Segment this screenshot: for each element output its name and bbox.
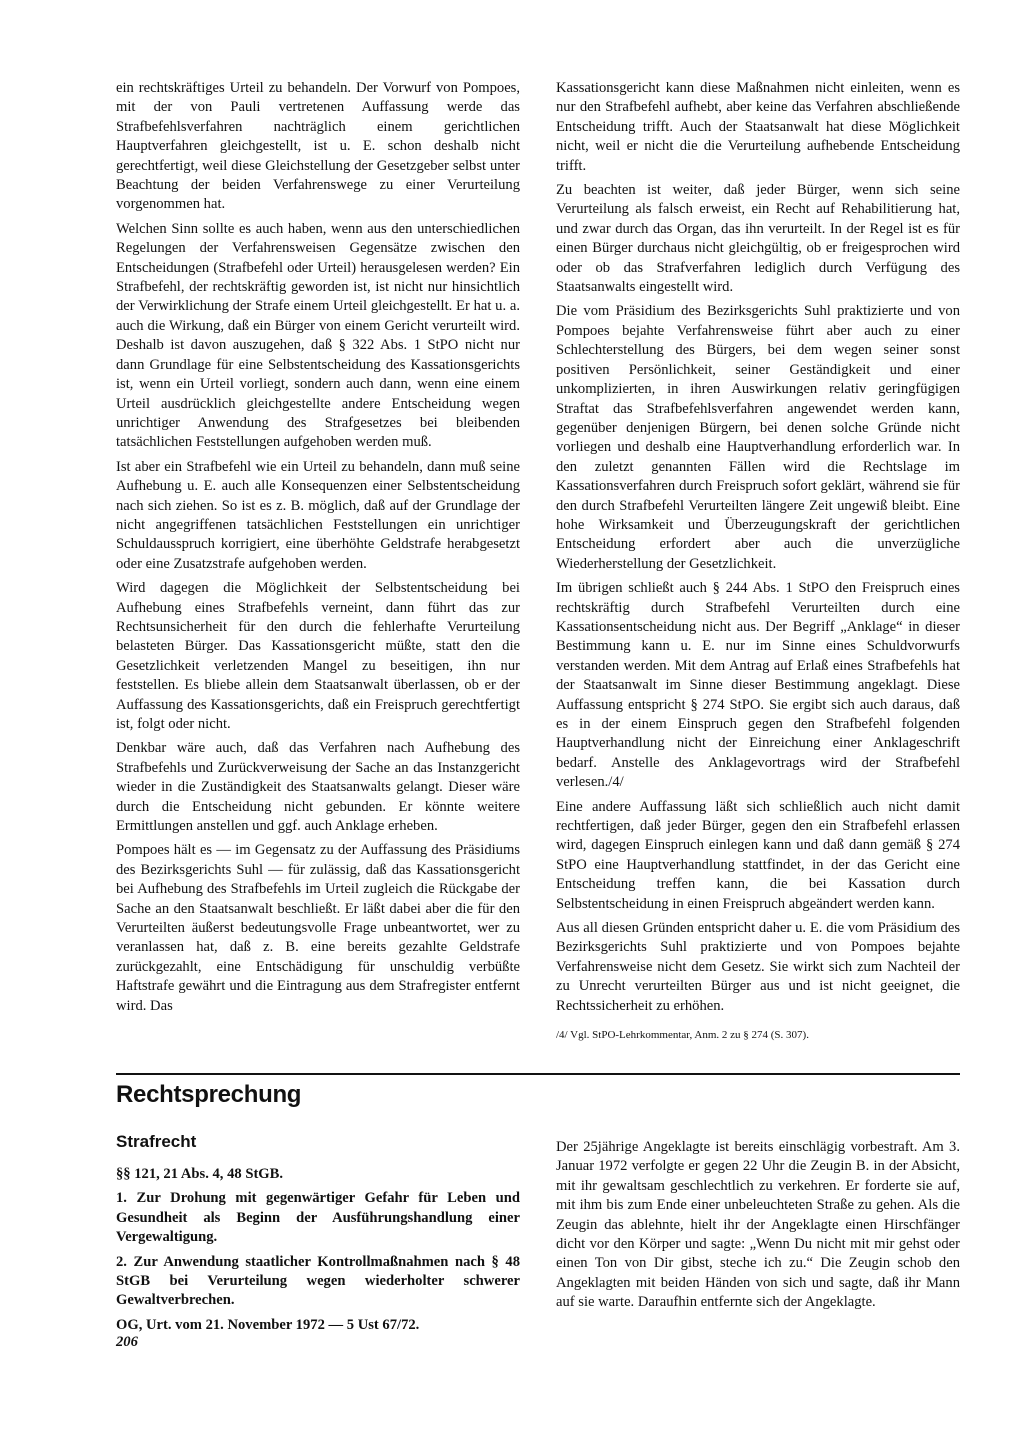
headnote-point-2: 2. Zur Anwendung staatlicher Kontrollmaßnahmen nach § 48 StGB bei Verurteilung wegen wiederholter schwerer Gewaltverbrechen. [116, 1253, 520, 1309]
paragraph: Aus all diesen Gründen entspricht daher u. E. die vom Präsidium des Bezirksgerichts Suhl praktizierte und von Pompoes bejahte Verfahrensweise nicht dem Gesetz. Sie wirkt sich zum Nachteil der zu Unrecht verurteilten Bürger aus und ist nicht geeignet, die Rechtssicherheit zu erhöhen. [556, 920, 960, 1014]
paragraph: Kassationsgericht kann diese Maßnahmen nicht einleiten, wenn es nur den Strafbefehl aufhebt, aber keine das Verfahren abschließende Entscheidung trifft. Auch der Staatsanwalt hat diese Möglichkeit nicht, weil er nicht die die Verurteilung aufhebende Entscheidung trifft. [556, 80, 960, 174]
subsection-heading: Strafrecht [116, 1132, 197, 1151]
paragraph: Der 25jährige Angeklagte ist bereits einschlägig vorbestraft. Am 3. Januar 1972 verfolgte er gegen 22 Uhr die Zeugin B. in der Absicht, mit ihr gewaltsam geschlechtlich zu verkehren. Er forderte sie auf, mit ihm bis zum Ende einer unbeleuchteten Straße zu gehen. Als die Zeugin das ablehnte, hielt ihr der Angeklagte einen Hirschfänger dicht vor den Körper und sagte: „Wenn Du nicht mit mir gehst oder einen Ton von Dir gibst, steche ich zu.“ Die Zeugin schob den Angeklagten mit beiden Händen von sich und sagte, daß ihr Mann auf sie warte. Daraufhin entfernte sich der Angeklagte. [556, 1139, 960, 1311]
paragraph: Im übrigen schließt auch § 244 Abs. 1 StPO den Freispruch eines rechtskräftig durch Strafbefehl Verurteilten durch eine Kassationsentscheidung nicht aus. Der Begriff „Anklage“ in dieser Bestimmung kann u. E. nur im Sinne eines Schuldvorwurfs verstanden werden. Mit dem Antrag auf Erlaß eines Strafbefehls hat der Staatsanwalt im Sinne dieser Bestimmung angeklagt. Diese Auffassung entspricht § 274 StPO. Sie ergibt sich auch daraus, daß es in der einem Einspruch gegen den Strafbefehl folgenden Hauptverhandlung nicht der Einreichung einer Anklageschrift bedarf. Anstelle des Anklagevortrags wird der Strafbefehl verlesen./4/ [556, 580, 960, 791]
paragraph: Welchen Sinn sollte es auch haben, wenn aus den unterschiedlichen Regelungen der Verfahrensweisen Gegensätze zwischen den Entscheidungen (Strafbefehl oder Urteil) herausgelesen werden? Ein Strafbefehl, der rechtskräftig geworden ist, ist nicht nur hinsichtlich der Verwirklichung der Strafe einem Urteil gleichgestellt. Er hat u. a. auch die Wirkung, daß ein Bürger von einem Gericht verurteilt wird. Deshalb ist davon auszugehen, daß § 322 Abs. 1 StPO nicht nur dann Grundlage für eine Selbstentscheidung des Kassationsgerichts ist, wenn ein Urteil vorliegt, sondern auch dann, wenn eine einem Urteil ausdrücklich gleichgestellte andere Entscheidung wegen unrichtiger Anwendung des Strafgesetzes bei bleibenden tatsächlichen Feststellungen aufgehoben werden muß. [116, 220, 520, 451]
paragraph: Pompoes hält es — im Gegensatz zu der Auffassung des Präsidiums des Bezirksgerichts Suhl — für zulässig, daß das Kassationsgericht bei Aufhebung des Strafbefehls im Urteil zugleich die Rückgabe der Sache an den Staatsanwalt beschließt. Er läßt dabei aber die für den Verurteilten äußerst bedeutungsvolle Frage unbeantwortet, wer zu veranlassen hat, daß z. B. eine bereits gezahlte Geldstrafe zurückgezahlt, eine Entschädigung für unschuldig verbüßte Haftstrafe gewährt und die Eintragung aus dem Strafregister entfernt wird. Das [116, 842, 520, 1014]
page-number: 206 [116, 1334, 138, 1350]
paragraph: Die vom Präsidium des Bezirksgerichts Suhl praktizierte und von Pompoes bejahte Verfahrensweise führt aber auch zu einer Schlechterstellung des Bürgers, bei dem wegen seiner sonst positiven Persönlichkeit, seiner Geständigkeit und einer unkomplizierten, in ihren Auswirkungen relativ geringfügigen Straftat das Strafbefehlsverfahren angewendet werden kann, gegenüber denjenigen Bürgern, bei denen solche Gründe nicht vorliegen und deshalb eine Hauptverhandlung erforderlich war. In den zuletzt genannten Fällen wird die Rechtslage im Kassationsverfahren durch Freispruch sofort geklärt, während sie für den durch Strafbefehl Verurteilten längere Zeit ungewiß bleibt. Eine hohe Wirksamkeit und Überzeugungskraft der gerichtlichen Entscheidung erfordert aber auch die unverzügliche Wiederherstellung der Gesetzlichkeit. [556, 303, 960, 572]
paragraph: ein rechtskräftiges Urteil zu behandeln. Der Vorwurf von Pompoes, mit der von Pauli vertretenen Auffassung werde das Strafbefehlsverfahren nachträglich einem gerichtlichen Hauptverfahren gleichgestellt, ist u. E. schon deshalb nicht gerechtfertigt, weil diese Gleichstellung der Gesetzgeber selbst unter Beachtung der beiden Verfahrenswege zu einer Verurteilung vorgenommen hat. [116, 80, 520, 213]
section-heading: Rechtsprechung [116, 1081, 302, 1108]
paragraph: Eine andere Auffassung läßt sich schließlich auch nicht damit rechtfertigen, daß jeder Bürger, gegen den ein Strafbefehl erlassen wird, dagegen Einspruch einlegen kann und daß dann gemäß § 274 StPO eine Hauptverhandlung stattfindet, in der das Gericht eine Entscheidung treffen kann, die bei Kassation durch Selbstentscheidung in einen Freispruch abgeändert werden kann. [556, 798, 960, 912]
bottom-right-column [556, 1138, 960, 1318]
top-left-column [116, 79, 520, 1021]
top-right-column [556, 79, 960, 1048]
footnote: /4/ Vgl. StPO-Lehrkommentar, Anm. 2 zu § 274 (S. 307). [556, 1029, 809, 1042]
paragraph: Ist aber ein Strafbefehl wie ein Urteil zu behandeln, dann muß seine Aufhebung u. E. auch alle Konsequenzen einer Selbstentscheidung nach sich ziehen. So ist es z. B. möglich, daß auf der Grundlage der nicht angegriffenen tatsächlichen Feststellungen ein unrichtiger Schuldausspruch korrigiert, eine überhöhte Geldstrafe herabgesetzt oder eine Zusatzstrafe aufgehoben werden. [116, 458, 520, 572]
statute-reference: §§ 121, 21 Abs. 4, 48 StGB. [116, 1166, 284, 1182]
section-divider [116, 1073, 960, 1075]
paragraph: Wird dagegen die Möglichkeit der Selbstentscheidung bei Aufhebung eines Strafbefehls verneint, dann führt das zur Rechtsunsicherheit für den durch die fehlerhafte Verurteilung belasteten Bürger. Das Kassationsgericht müßte, statt den die Gesetzlichkeit verletzenden Mangel zu beseitigen, ihn nur feststellen. Es bliebe allein dem Staatsanwalt überlassen, ob er der Auffassung des Kassationsgerichts, daß ein Freispruch gerechtfertigt ist, folgt oder nicht. [116, 580, 520, 732]
paragraph: Denkbar wäre auch, daß das Verfahren nach Aufhebung des Strafbefehls und Zurückverweisung der Sache an das Instanzgericht wieder in die Zuständigkeit des Staatsanwalts gelangt. Dieser wäre durch die Entscheidung nicht gebunden. Er könnte weitere Ermittlungen anstellen und ggf. auch Anklage erheben. [116, 740, 520, 835]
paragraph: Zu beachten ist weiter, daß jeder Bürger, wenn sich seine Verurteilung als falsch erweist, ein Recht auf Rehabilitierung hat, und zwar durch das Organ, das ihn verurteilt. In der Regel ist es für einen Bürger durchaus nicht gleichgültig, ob er freigesprochen wird oder ob das Strafverfahren lediglich durch Verfügung des Staatsanwalts eingestellt wird. [556, 182, 960, 296]
court-citation: OG, Urt. vom 21. November 1972 — 5 Ust 67/72. [116, 1316, 420, 1333]
headnote-point-1: 1. Zur Drohung mit gegenwärtiger Gefahr für Leben und Gesundheit als Beginn der Ausführungshandlung einer Vergewaltigung. [116, 1190, 520, 1246]
bottom-left-column [116, 1131, 520, 1340]
